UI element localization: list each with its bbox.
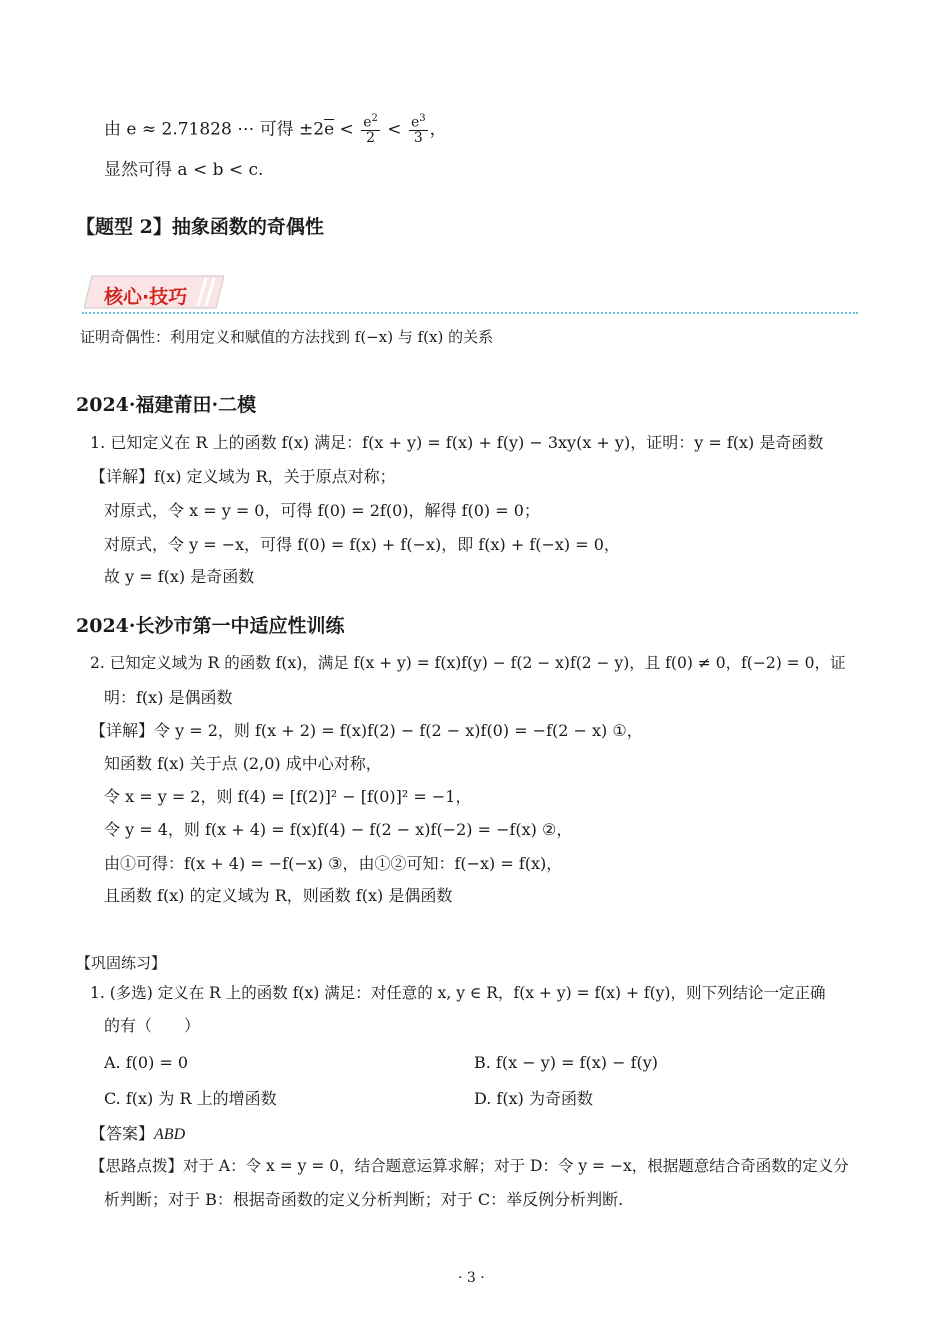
- badge-label: 核心·技巧: [104, 286, 188, 308]
- ex2-answer-1: 【详解】令 y = 2，则 f(x + 2) = f(x)f(2) − f(2 − x)f(0) = −f(2 − x) ①，: [90, 721, 643, 740]
- ex2-question-1: 2. 已知定义域为 R 的函数 f(x)，满足 f(x + y) = f(x)f(y) − f(2 − x)f(2 − y)，且 f(0) ≠ 0，f(−2) = 0，证: [90, 654, 846, 672]
- ex2-answer-2: 知函数 f(x) 关于点 (2,0) 成中心对称，: [104, 754, 382, 773]
- less-than-2: <: [381, 119, 407, 140]
- ex1-answer-4: 故 y = f(x) 是奇函数: [104, 567, 255, 586]
- continuation-line-1: [104, 114, 447, 146]
- frac2-sup: 3: [419, 113, 426, 124]
- practice-question-2: 的有（ ）: [104, 1016, 201, 1035]
- option-d: D. f(x) 为奇函数: [474, 1089, 593, 1108]
- less-than: <: [334, 119, 360, 140]
- frac2-den: 3: [413, 130, 423, 147]
- practice-heading: 【巩固练习】: [76, 954, 167, 972]
- answer-line: [90, 1124, 185, 1144]
- frac1-num: e: [363, 114, 372, 131]
- hint-line-1: 【思路点拨】对于 A：令 x = y = 0，结合题意运算求解；对于 D：令 y = −x，根据题意结合奇函数的定义分: [90, 1157, 849, 1175]
- continuation-line-2: 显然可得 a < b < c.: [104, 160, 264, 180]
- tip-text: 证明奇偶性：利用定义和赋值的方法找到 f(−x) 与 f(x) 的关系: [80, 328, 494, 346]
- ex1-answer-1: 【详解】f(x) 定义域为 R，关于原点对称；: [90, 467, 396, 486]
- dotted-divider: [82, 312, 858, 314]
- ex2-answer-6: 且函数 f(x) 的定义域为 R，则函数 f(x) 是偶函数: [104, 886, 453, 905]
- frac1-sup: 2: [371, 113, 378, 124]
- page-number: · 3 ·: [458, 1270, 485, 1286]
- frac1-den: 2: [366, 130, 376, 147]
- hint-line-2: 析判断；对于 B：根据奇函数的定义分析判断；对于 C：举反例分析判断.: [104, 1190, 624, 1209]
- line1-prefix: 由 e ≈ 2.71828 ⋯ 可得 ±2: [104, 119, 325, 140]
- option-b: B. f(x − y) = f(x) − f(y): [474, 1053, 659, 1072]
- ex1-answer-3: 对原式，令 y = −x，可得 f(0) = f(x) + f(−x)，即 f(x) + f(−x) = 0，: [104, 535, 620, 554]
- ex1-question: 1. 已知定义在 R 上的函数 f(x) 满足：f(x + y) = f(x) + f(y) − 3xy(x + y)，证明：y = f(x) 是奇函数: [90, 433, 824, 452]
- answer-value: ABD: [154, 1126, 186, 1143]
- fraction-e2-over-2: [361, 114, 380, 146]
- option-c: C. f(x) 为 R 上的增函数: [104, 1089, 277, 1108]
- answer-label: 【答案】: [90, 1124, 155, 1143]
- ex2-question-2: 明：f(x) 是偶函数: [104, 688, 233, 707]
- ex2-answer-3: 令 x = y = 2，则 f(4) = [f(2)]² − [f(0)]² = −1，: [104, 787, 472, 806]
- frac2-num: e: [410, 114, 420, 131]
- ex1-answer-2: 对原式，令 x = y = 0，可得 f(0) = 2f(0)，解得 f(0) = 0；: [104, 501, 540, 520]
- line1-end: ，: [429, 119, 447, 140]
- ex2-source: 2024·长沙市第一中适应性训练: [76, 615, 345, 637]
- ex2-answer-4: 令 y = 4，则 f(x + 4) = f(x)f(4) − f(2 − x)f(−2) = −f(x) ②，: [104, 820, 573, 839]
- ex1-source: 2024·福建莆田·二模: [76, 394, 257, 416]
- ex2-answer-5: 由①可得：f(x + 4) = −f(−x) ③，由①②可知：f(−x) = f(x)，: [104, 854, 563, 873]
- practice-question-1: 1. (多选) 定义在 R 上的函数 f(x) 满足：对任意的 x, y ∈ R，f(x + y) = f(x) + f(y)，则下列结论一定正确: [90, 984, 826, 1002]
- section-title: 【题型 2】抽象函数的奇偶性: [76, 216, 324, 238]
- fraction-e3-over-3: [409, 114, 428, 146]
- option-a: A. f(0) = 0: [104, 1053, 189, 1072]
- sqrt-e: $\overline{e}$: [324, 119, 335, 140]
